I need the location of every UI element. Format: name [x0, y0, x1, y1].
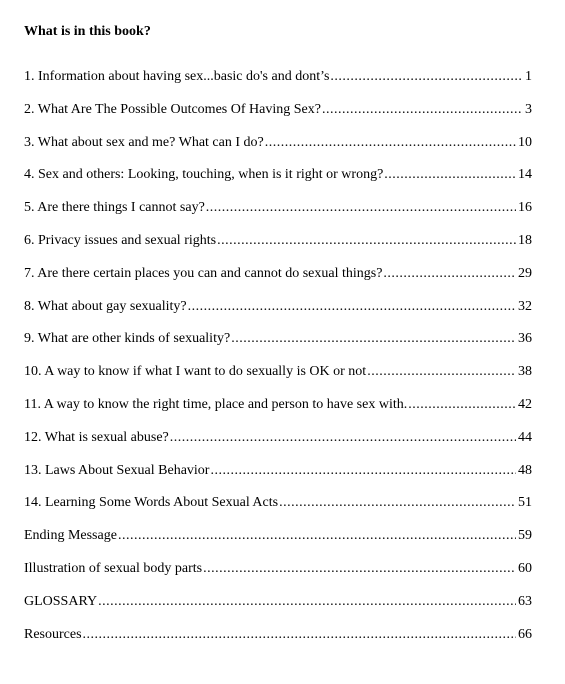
toc-dot-leader: [118, 527, 516, 545]
toc-entry: [24, 626, 532, 659]
toc-entry: [24, 101, 532, 134]
toc-entry-title: Ending Message: [24, 528, 117, 544]
toc-entry: [24, 560, 532, 593]
toc-entry-title: 6. Privacy issues and sexual rights: [24, 232, 217, 248]
toc-dot-leader: [265, 134, 516, 152]
toc-entry-title: GLOSSARY: [24, 593, 98, 609]
toc-entry-page: 3: [525, 101, 532, 117]
toc-entry: [24, 494, 532, 527]
toc-entry: [24, 527, 532, 560]
toc-entry-page: 16: [518, 200, 532, 216]
toc-entry: [24, 68, 532, 101]
table-of-contents: [24, 68, 532, 658]
toc-entry-page: 32: [518, 298, 532, 314]
toc-entry-page: 44: [518, 429, 532, 445]
toc-entry: [24, 298, 532, 331]
toc-entry: [24, 134, 532, 167]
toc-entry-title: 5. Are there things I cannot say?: [24, 200, 205, 216]
toc-dot-leader: [188, 298, 516, 316]
toc-entry-page: 60: [518, 560, 532, 576]
toc-dot-leader: [383, 265, 516, 283]
toc-entry-title: 3. What about sex and me? What can I do?: [24, 134, 264, 150]
toc-entry-title: Illustration of sexual body parts: [24, 560, 203, 576]
toc-entry-page: 59: [518, 528, 532, 544]
toc-dot-leader: [203, 560, 516, 578]
toc-dot-leader: [170, 429, 516, 447]
toc-entry-title: 14. Learning Some Words About Sexual Acts: [24, 495, 279, 511]
toc-entry: [24, 265, 532, 298]
toc-dot-leader: [217, 232, 516, 250]
toc-entry-page: 63: [518, 593, 532, 609]
toc-dot-leader: [279, 494, 516, 512]
toc-entry-title: 1. Information about having sex...basic do's and dont’s: [24, 69, 330, 84]
toc-entry: [24, 363, 532, 396]
toc-entry-title: 4. Sex and others: Looking, touching, when is it right or wrong?: [24, 167, 384, 183]
toc-entry-page: 42: [518, 396, 532, 412]
toc-entry: [24, 462, 532, 495]
toc-dot-leader: [330, 68, 523, 86]
toc-entry: [24, 232, 532, 265]
toc-entry-page: 29: [518, 265, 532, 281]
toc-entry: [24, 593, 532, 626]
toc-dot-leader: [231, 330, 516, 348]
toc-dot-leader: [322, 101, 523, 119]
toc-entry-title: 8. What about gay sexuality?: [24, 298, 187, 314]
toc-heading: What is in this book?: [24, 24, 151, 39]
toc-entry: [24, 330, 532, 363]
toc-entry-page: 36: [518, 331, 532, 347]
toc-entry-page: 14: [518, 167, 532, 183]
toc-entry-title: Resources: [24, 626, 82, 642]
toc-dot-leader: [83, 626, 516, 644]
toc-entry-title: 13. Laws About Sexual Behavior: [24, 462, 210, 478]
toc-entry-title: 2. What Are The Possible Outcomes Of Having Sex?: [24, 101, 321, 117]
toc-entry-page: 66: [518, 626, 532, 642]
toc-dot-leader: [367, 363, 516, 381]
toc-entry-page: 38: [518, 364, 532, 380]
toc-entry-title: 11. A way to know the right time, place and person to have sex with.: [24, 396, 408, 412]
toc-dot-leader: [408, 396, 516, 414]
toc-entry: [24, 166, 532, 199]
toc-dot-leader: [98, 593, 516, 611]
toc-entry-page: 10: [518, 134, 532, 150]
toc-entry-page: 1: [525, 69, 532, 84]
toc-entry-title: 9. What are other kinds of sexuality?: [24, 331, 231, 347]
toc-entry-page: 18: [518, 232, 532, 248]
toc-entry-page: 51: [518, 495, 532, 511]
toc-entry: [24, 396, 532, 429]
toc-dot-leader: [206, 199, 516, 217]
toc-dot-leader: [210, 462, 516, 480]
toc-entry-title: 10. A way to know if what I want to do sexually is OK or not: [24, 364, 367, 380]
toc-entry-title: 7. Are there certain places you can and cannot do sexual things?: [24, 265, 383, 281]
toc-dot-leader: [384, 166, 516, 184]
toc-entry: [24, 199, 532, 232]
toc-entry-title: 12. What is sexual abuse?: [24, 429, 169, 445]
toc-entry: [24, 429, 532, 462]
toc-entry-page: 48: [518, 462, 532, 478]
